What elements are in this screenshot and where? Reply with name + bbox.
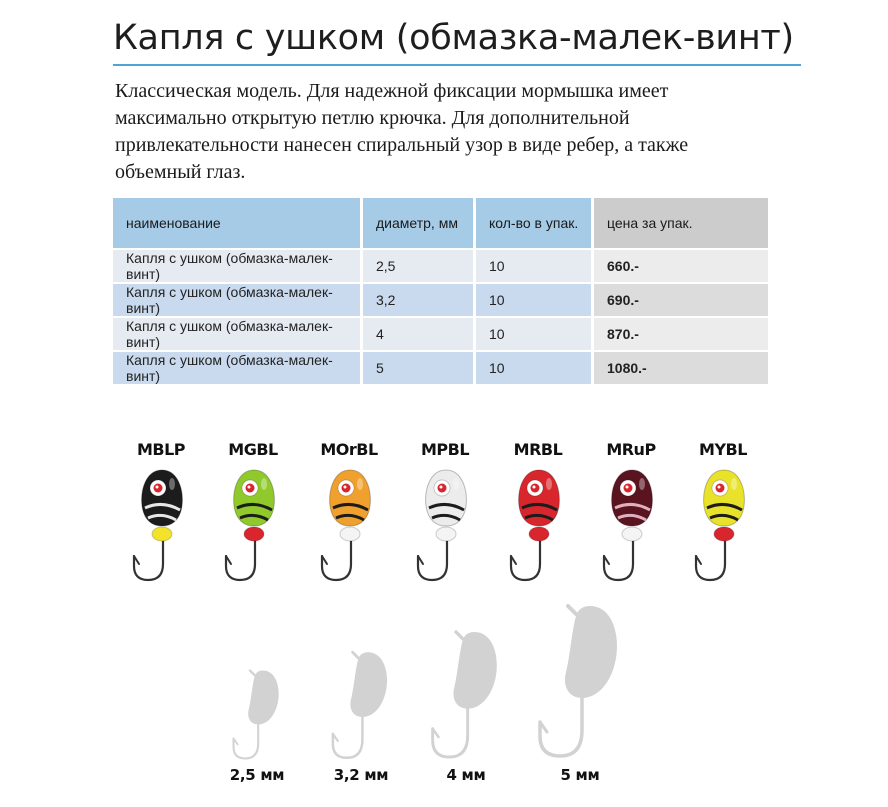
header-diameter: диаметр, мм — [363, 198, 476, 248]
cell-diameter: 3,2 — [363, 282, 476, 316]
jig-silhouette-icon — [224, 667, 290, 762]
variant-mpbl — [405, 440, 485, 584]
variant-code: MYBL — [699, 440, 747, 459]
cell-price: 1080.- — [594, 350, 768, 384]
table-row — [113, 350, 768, 384]
cell-name: Капля с ушком (обмазка-малек-винт) — [113, 248, 363, 282]
cell-price: 870.- — [594, 316, 768, 350]
size-item — [325, 648, 397, 784]
jig-icon — [126, 464, 196, 584]
variant-code: MPBL — [420, 440, 470, 459]
variant-mgbl — [213, 440, 293, 584]
size-item — [224, 667, 290, 784]
title-underline — [113, 64, 801, 66]
jig-silhouette-icon — [426, 627, 506, 762]
jig-silhouette-icon — [532, 600, 628, 762]
variant-mrbl — [498, 440, 578, 584]
jig-icon — [314, 464, 384, 584]
jig-icon — [410, 464, 480, 584]
variant-code: MBLP — [136, 440, 186, 459]
header-name: наименование — [113, 198, 363, 248]
product-description: Классическая модель. Для надежной фиксации мормышка имеет максимально открытую петлю крючка. Для дополнительной привлекательности нанесен спиральный узор в виде ребер, а также объемный глаз. — [115, 80, 689, 183]
cell-quantity: 10 — [476, 282, 594, 316]
variant-code: MRuP — [606, 440, 656, 459]
price-table — [113, 198, 768, 384]
size-label: 5 мм — [560, 766, 600, 784]
table-row — [113, 282, 768, 316]
size-label: 2,5 мм — [229, 766, 285, 784]
cell-quantity: 10 — [476, 316, 594, 350]
cell-diameter: 5 — [363, 350, 476, 384]
cell-name: Капля с ушком (обмазка-малек-винт) — [113, 282, 363, 316]
table-header-row — [113, 198, 768, 248]
size-label: 4 мм — [446, 766, 486, 784]
cell-price: 660.- — [594, 248, 768, 282]
variant-morbl — [309, 440, 389, 584]
variant-code: MOrBL — [320, 440, 378, 459]
cell-diameter: 4 — [363, 316, 476, 350]
table-row — [113, 316, 768, 350]
page-title: Капля с ушком (обмазка-малек-винт) — [113, 18, 794, 58]
table-row — [113, 248, 768, 282]
cell-price: 690.- — [594, 282, 768, 316]
size-item — [532, 600, 628, 784]
cell-diameter: 2,5 — [363, 248, 476, 282]
jig-icon — [218, 464, 288, 584]
jig-icon — [688, 464, 758, 584]
cell-quantity: 10 — [476, 248, 594, 282]
size-label: 3,2 мм — [333, 766, 389, 784]
cell-quantity: 10 — [476, 350, 594, 384]
variant-mrup — [591, 440, 671, 584]
variant-code: MRBL — [513, 440, 563, 459]
jig-icon — [596, 464, 666, 584]
jig-icon — [503, 464, 573, 584]
cell-name: Капля с ушком (обмазка-малек-винт) — [113, 350, 363, 384]
header-price: цена за упак. — [594, 198, 768, 248]
header-quantity: кол-во в упак. — [476, 198, 594, 248]
variant-mblp — [121, 440, 201, 584]
variant-code: MGBL — [228, 440, 278, 459]
cell-name: Капля с ушком (обмазка-малек-винт) — [113, 316, 363, 350]
jig-silhouette-icon — [325, 648, 397, 762]
variant-mybl — [683, 440, 763, 584]
size-item — [426, 627, 506, 784]
